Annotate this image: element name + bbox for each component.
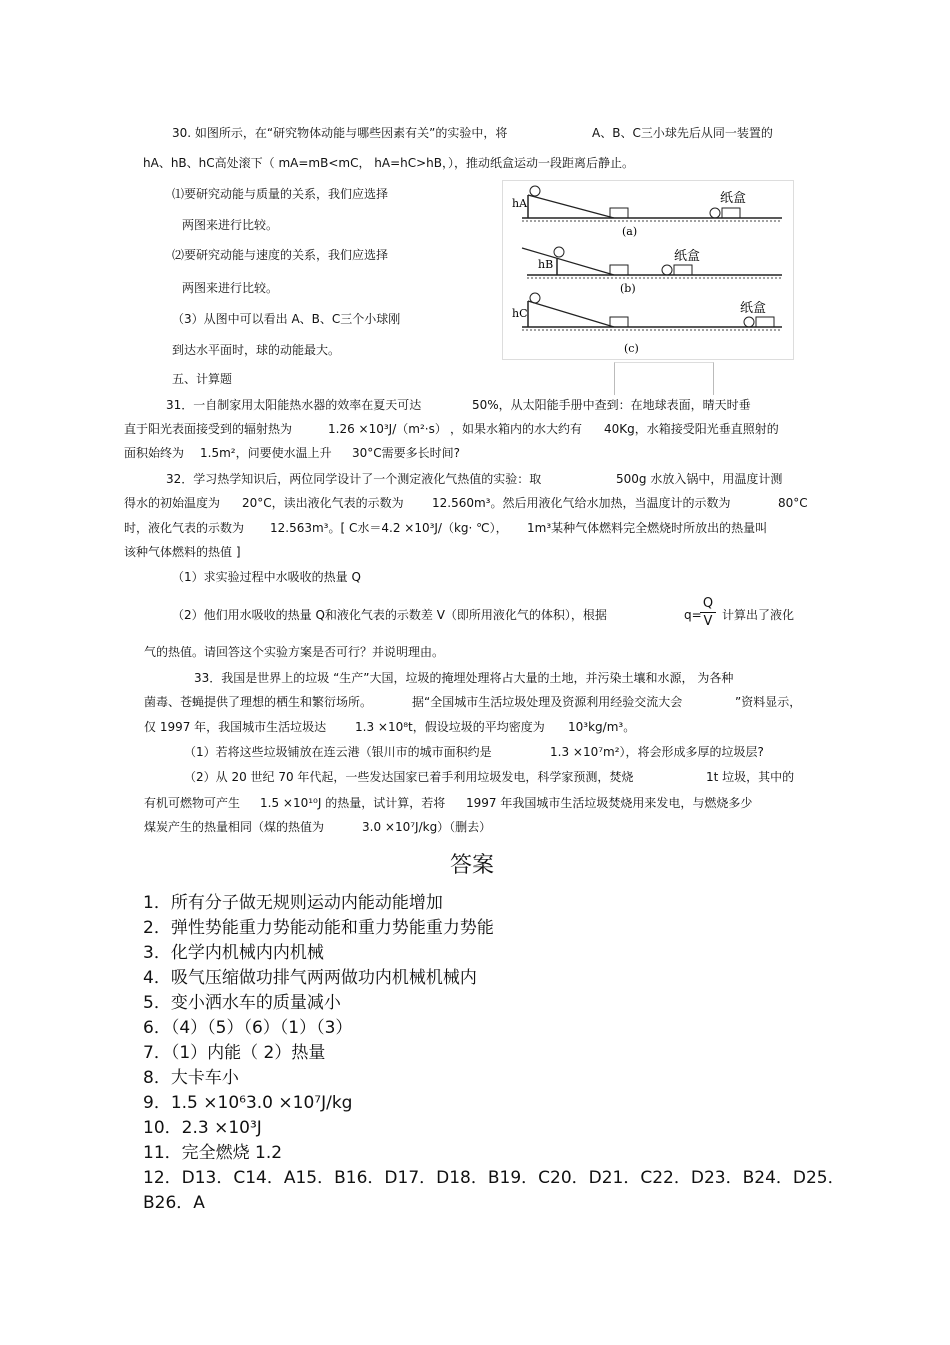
q33-l3a: 仅 1997 年，我国城市生活垃圾达 — [144, 720, 327, 734]
answer-item: 2．弹性势能重力势能动能和重力势能重力势能 — [143, 918, 494, 938]
q30-part3a: （3）从图中可以看出 A、B、C三个小球刚 — [172, 312, 401, 326]
q31-l2a: 直于阳光表面接受到的辐射热为 — [124, 422, 293, 436]
q32-l1b: 500g 水放入锅中，用温度计测 — [616, 472, 783, 486]
q31-l3a: 面积始终为 — [124, 446, 185, 460]
q30-part1b: 两图来进行比较。 — [182, 218, 279, 232]
answers-title: 答案 — [450, 853, 495, 878]
q32-sub2a: （2）他们用水吸收的热量 Q和液化气表的示数差 V（即所用液化气的体积），根据 — [172, 608, 607, 622]
figure-panel-b — [522, 247, 782, 295]
answer-item: 11．完全燃烧 1.2 — [143, 1143, 283, 1163]
q32-l3c: 1m³某种气体燃料完全燃烧时所放出的热量叫 — [527, 521, 768, 535]
q32-formula-fraction — [700, 596, 716, 629]
q31-l3b: 1.5m²，问要使水温上升 — [200, 446, 332, 460]
answer-item: 7．（1）内能（ 2）热量 — [143, 1043, 326, 1063]
q30-line1: 30. 如图所示，在“研究物体动能与哪些因素有关”的实验中，将 — [172, 126, 508, 140]
q31-l2c: ，如果水箱内的水大约有 — [450, 422, 583, 436]
q30-line1b: A、B、C三小球先后从同一装置的 — [592, 126, 773, 140]
q32-l2a: 得水的初始温度为 — [124, 496, 221, 510]
q33-sub2b: 1t 垃圾，其中的 — [706, 770, 795, 784]
q32-l2b: 20°C，读出液化气表的示数为 — [242, 496, 404, 510]
box-label-c: 纸盒 — [740, 301, 767, 316]
q30-part3b: 到达水平面时，球的动能最大。 — [172, 343, 341, 357]
answer-item: 10．2.3 ×10³J — [143, 1118, 262, 1138]
q32-l4: 该种气体燃料的热值 ] — [124, 545, 241, 559]
caption-a: (a) — [622, 225, 638, 238]
q32-l2c: 12.560m³。然后用液化气给水加热，当温度计的示数为 — [432, 496, 731, 510]
answer-item: 1．所有分子做无规则运动内能动能增加 — [143, 893, 443, 913]
q32-sub2b: 计算出了液化 — [722, 608, 795, 622]
section-calc-heading: 五、计算题 — [172, 372, 233, 386]
q32-formula-numerator: Q — [702, 596, 714, 611]
q33-sub2a: （2）从 20 世纪 70 年代起，一些发达国家已着手利用垃圾发电，科学家预测，焚烧 — [184, 770, 634, 784]
q31-l2b: 1.26 ×10³J/（m²·s） — [328, 422, 447, 436]
q32-l3a: 时，液化气表的示数为 — [124, 521, 245, 535]
q32-formula-q: q= — [684, 608, 702, 622]
q33-l2c: ”资料显示， — [735, 695, 802, 709]
q30-line2: hA、hB、hC高处滚下（ mA=mB<mC， hA=hC>hB，），推动纸盒运动一段距离后静止。 — [143, 156, 635, 170]
q30-part2a: ⑵要研究动能与速度的关系，我们应选择 — [172, 248, 389, 262]
caption-b: (b) — [620, 282, 636, 295]
h-b-label: hB — [538, 258, 554, 271]
answer-item: 3．化学内机械内内机械 — [143, 943, 324, 963]
q31-l1b: 50%，从太阳能手册中查到：在地球表面，晴天时垂 — [472, 398, 751, 412]
q33-l2b: 据“全国城市生活垃圾处理及资源利用经验交流大会 — [412, 695, 683, 709]
blank-box — [614, 362, 714, 395]
kinetic-energy-experiment-figure — [502, 180, 794, 360]
answer-item: 12．D13．C14．A15．B16．D17．D18．B19．C20．D21．C22．D23．B24．D25． — [143, 1168, 845, 1188]
q33-sub2e: 1997 年我国城市生活垃圾焚烧用来发电，与燃烧多少 — [466, 796, 753, 810]
q33-l3c: 10³kg/m³。 — [568, 720, 636, 734]
q32-l2d: 80°C — [778, 496, 808, 510]
box-label-a: 纸盒 — [720, 191, 747, 206]
q31-l3c: 30°C需要多长时间? — [352, 446, 461, 460]
q33-l3b: 1.3 ×10⁸t，假设垃圾的平均密度为 — [355, 720, 545, 734]
q33-l2a: 菌毒、苍蝇提供了理想的栖生和繁衍场所。 — [144, 695, 373, 709]
q33-sub2d: 1.5 ×10¹⁰J 的热量，试计算，若将 — [260, 796, 446, 810]
answer-item: 9．1.5 ×10⁶3.0 ×10⁷J/kg — [143, 1093, 353, 1113]
q32-formula-denominator: V — [703, 614, 713, 629]
q30-part2b: 两图来进行比较。 — [182, 281, 279, 295]
q31-l2d: 40Kg，水箱接受阳光垂直照射的 — [604, 422, 779, 436]
figure-panel-a — [512, 186, 782, 238]
q33-sub2c: 有机可燃物可产生 — [144, 796, 241, 810]
answer-item: 4．吸气压缩做功排气两两做功内机械机械内 — [143, 968, 477, 988]
q31-l1a: 31．一自制家用太阳能热水器的效率在夏天可达 — [166, 398, 422, 412]
answer-item: 5．变小洒水车的质量减小 — [143, 993, 341, 1013]
box-label-b: 纸盒 — [674, 249, 701, 264]
q32-l3b: 12.563m³。[ C水＝4.2 ×10³J/（kg· ℃）， — [270, 521, 508, 535]
q33-sub1a: （1）若将这些垃圾铺放在连云港（银川市的城市面积约是 — [184, 745, 492, 759]
q33-l1: 33．我国是世界上的垃圾 “生产”大国，垃圾的掩埋处理将占大量的土地，并污染土壤和水源， 为各种 — [194, 671, 734, 685]
h-a-label: hA — [512, 197, 528, 210]
q33-sub2f: 煤炭产生的热量相同（煤的热值为 — [144, 820, 325, 834]
q33-sub2g: 3.0 ×10⁷J/kg）（删去） — [362, 820, 492, 834]
q30-part1a: ⑴要研究动能与质量的关系，我们应选择 — [172, 187, 389, 201]
q32-sub1: （1）求实验过程中水吸收的热量 Q — [172, 570, 361, 584]
figure-panel-c — [512, 293, 782, 355]
h-c-label: hC — [512, 307, 528, 320]
q33-sub1b: 1.3 ×10⁷m²），将会形成多厚的垃圾层? — [550, 745, 764, 759]
answer-item: B26．A — [143, 1193, 205, 1213]
q32-sub2c: 气的热值。请回答这个实验方案是否可行？并说明理由。 — [144, 645, 445, 659]
caption-c: (c) — [624, 342, 639, 355]
answer-item: 8．大卡车小 — [143, 1068, 239, 1088]
answer-item: 6．（4）（5）（6）（1）（3） — [143, 1018, 353, 1038]
q32-l1a: 32．学习热学知识后，两位同学设计了一个测定液化气热值的实验：取 — [166, 472, 542, 486]
